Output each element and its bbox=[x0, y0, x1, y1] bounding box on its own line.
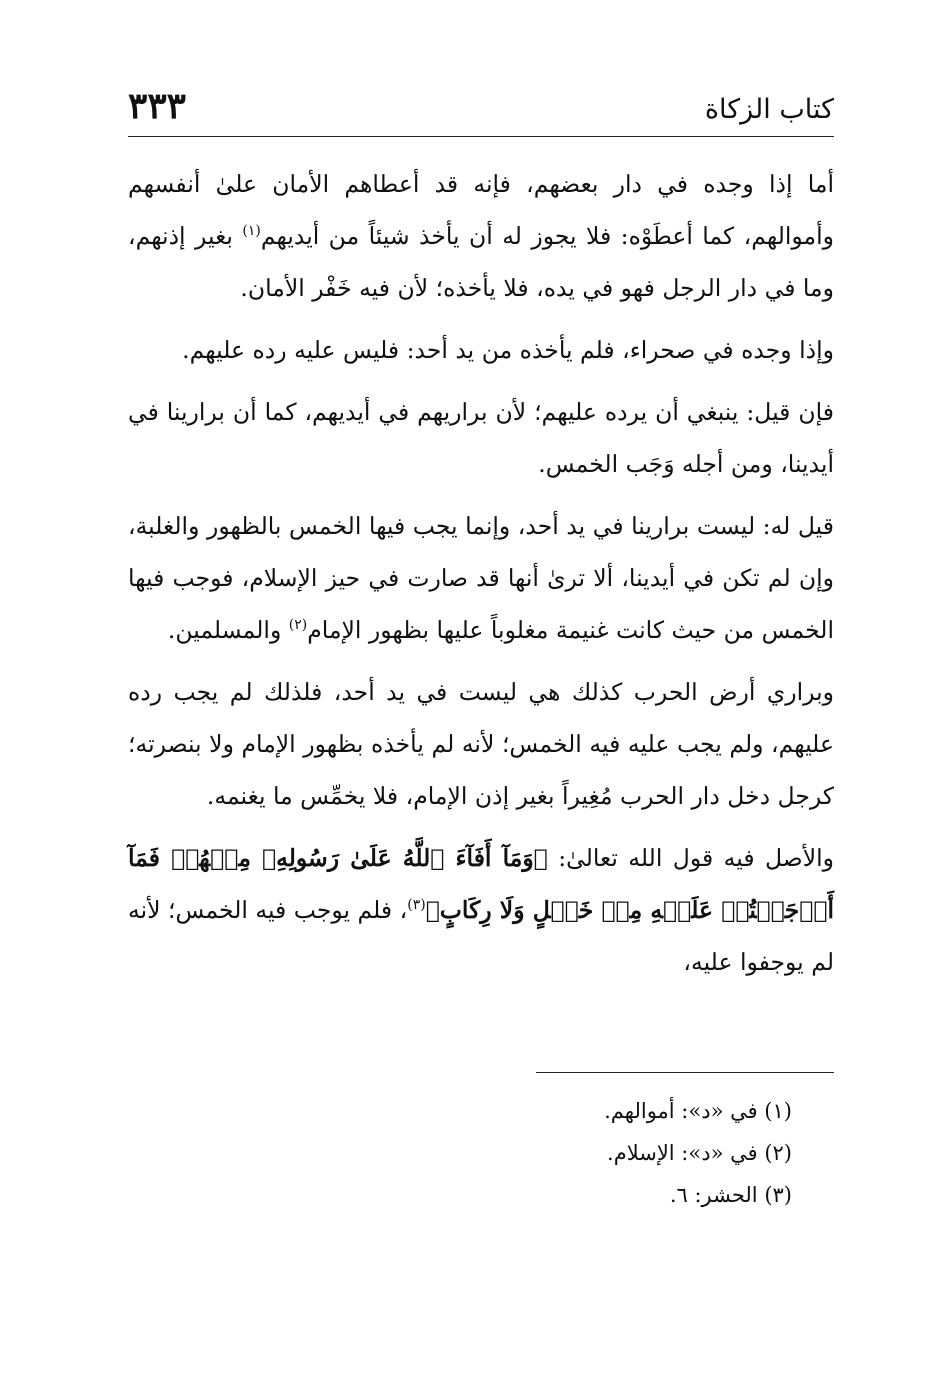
footnotes bbox=[128, 1090, 792, 1216]
paragraph-text: قيل له: ليست برارينا في يد أحد، وإنما يجب فيها الخمس بالظهور والغلبة، وإن لم تكن في أيدينا، ألا ترىٰ أنها قد صارت في حيز الإسلام، فوجب فيها الخمس من حيث كانت غنيمة مغلوباً عليها بظهور الإمام bbox=[128, 512, 834, 644]
paragraph-text: أما إذا وجده في دار بعضهم، فإنه قد أعطاهم الأمان علىٰ أنفسهم وأموالهم، كما أعطَوْه: فلا يجوز له أن يأخذ شيئاً من أيديهم bbox=[128, 170, 834, 250]
paragraph-2: وإذا وجده في صحراء، فلم يأخذه من يد أحد: فليس عليه رده عليهم. bbox=[182, 336, 834, 364]
footnote-ref-2: (٢) bbox=[288, 617, 308, 634]
paragraph-4 bbox=[128, 500, 834, 656]
paragraph-text: والمسلمين. bbox=[167, 616, 289, 644]
header-rule bbox=[128, 136, 834, 137]
footnote-rule bbox=[536, 1072, 834, 1073]
page-header bbox=[128, 84, 834, 136]
footnote-ref-3: (٣) bbox=[407, 897, 426, 914]
paragraph-1 bbox=[128, 158, 834, 314]
footnote-1: (١) في «د»: أموالهم. bbox=[604, 1099, 792, 1123]
footnote-3: (٣) الحشر: ٦. bbox=[669, 1183, 792, 1207]
paragraph-text: ، فلم يوجب فيه الخمس؛ لأنه لم يوجفوا عليه، bbox=[128, 896, 834, 976]
paragraph-6 bbox=[128, 832, 834, 988]
running-title: كتاب الزكاة bbox=[704, 94, 834, 125]
paragraph-text: والأصل فيه قول الله تعالىٰ: bbox=[547, 844, 834, 872]
page-number: ٣٣٣ bbox=[128, 85, 187, 127]
footnote-ref-1: (١) bbox=[242, 223, 261, 240]
paragraph-5: وبراري أرض الحرب كذلك هي ليست في يد أحد، فلذلك لم يجب رده عليهم، ولم يجب عليه فيه الخمس؛ لأنه لم يأخذه بظهور الإمام ولا بنصرته؛ كرجل دخل دار الحرب مُغِيراً بغير إذن الإمام، فلا يخمِّس ما يغنمه. bbox=[128, 678, 834, 810]
footnote-2: (٢) في «د»: الإسلام. bbox=[607, 1141, 792, 1165]
paragraph-text: بغير إذنهم، وما في دار الرجل فهو في يده، فلا يأخذه؛ لأن فيه خَفْر الأمان. bbox=[128, 222, 834, 302]
quran-verse: ﴿وَمَآ أَفَآءَ ٱللَّهُ عَلَىٰ رَسُولِهِۦ مِنۡهُمۡ فَمَآ أَوۡجَفۡتُمۡ عَلَيۡهِ مِنۡ خَيۡلٍ وَلَا رِكَابٍ﴾ bbox=[128, 844, 834, 924]
paragraph-3: فإن قيل: ينبغي أن يرده عليهم؛ لأن براريهم في أيديهم، كما أن برارينا في أيدينا، ومن أجله وَجَب الخمس. bbox=[128, 398, 834, 478]
main-text bbox=[128, 158, 834, 998]
